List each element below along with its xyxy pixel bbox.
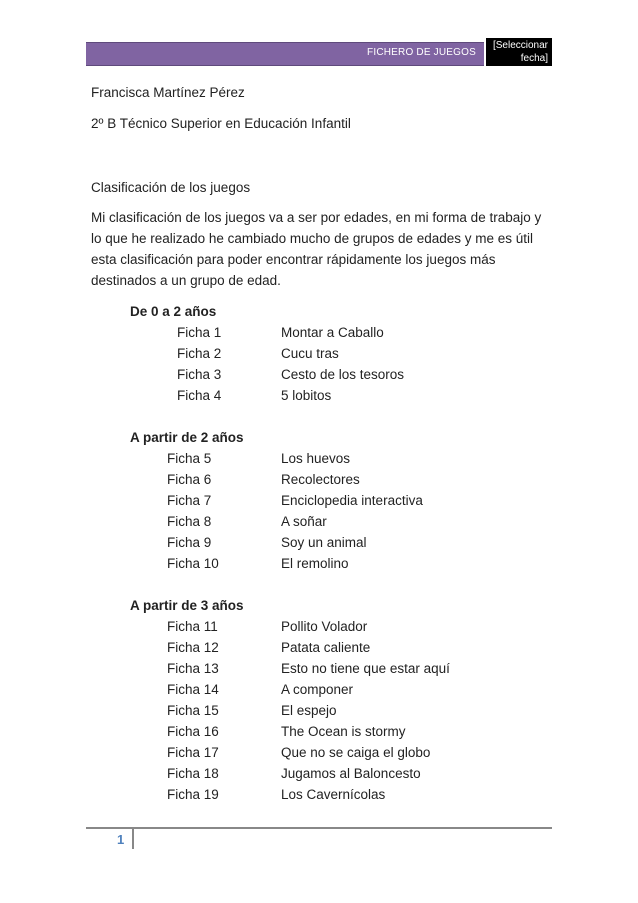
group-title: A partir de 2 años — [130, 430, 244, 445]
game-name: Recolectores — [281, 472, 360, 487]
game-code: Ficha 16 — [167, 724, 219, 739]
game-name: El remolino — [281, 556, 349, 571]
game-name: 5 lobitos — [281, 388, 332, 403]
header-title: FICHERO DE JUEGOS — [367, 47, 476, 58]
game-code: Ficha 18 — [167, 766, 219, 781]
game-code: Ficha 17 — [167, 745, 219, 760]
game-code: Ficha 5 — [167, 451, 212, 466]
game-name: El espejo — [281, 703, 337, 718]
paragraph-line: lo que he realizado he cambiado mucho de grupos de edades y me es útil — [91, 231, 534, 246]
game-code: Ficha 6 — [167, 472, 212, 487]
paragraph-line: destinados a un grupo de edad. — [91, 273, 281, 288]
game-name: Esto no tiene que estar aquí — [281, 661, 450, 676]
game-name: Patata caliente — [281, 640, 371, 655]
game-name: A componer — [281, 682, 354, 697]
game-name: Montar a Caballo — [281, 325, 384, 340]
footer-rule — [86, 827, 552, 829]
header-band — [86, 42, 484, 66]
game-code: Ficha 1 — [177, 325, 222, 340]
game-name: Los Cavernícolas — [281, 787, 386, 802]
paragraph-line: esta clasificación para poder encontrar rápidamente los juegos más — [91, 252, 496, 267]
game-name: Que no se caiga el globo — [281, 745, 431, 760]
game-code: Ficha 19 — [167, 787, 219, 802]
paragraph-line: Mi clasificación de los juegos va a ser por edades, en mi forma de trabajo y — [91, 210, 542, 225]
group-title: A partir de 3 años — [130, 598, 244, 613]
game-code: Ficha 12 — [167, 640, 219, 655]
game-name: Pollito Volador — [281, 619, 368, 634]
intro-paragraph — [91, 207, 561, 291]
date-placeholder[interactable] — [486, 38, 552, 66]
game-name: Jugamos al Baloncesto — [281, 766, 421, 781]
game-name: Enciclopedia interactiva — [281, 493, 423, 508]
game-name: Cesto de los tesoros — [281, 367, 405, 382]
game-code: Ficha 3 — [177, 367, 222, 382]
game-code: Ficha 4 — [177, 388, 222, 403]
course-name: 2º B Técnico Superior en Educación Infantil — [91, 116, 351, 131]
game-code: Ficha 9 — [167, 535, 212, 550]
game-code: Ficha 13 — [167, 661, 219, 676]
game-name: The Ocean is stormy — [281, 724, 406, 739]
game-code: Ficha 2 — [177, 346, 222, 361]
date-placeholder-line2: fecha] — [520, 53, 548, 64]
page-number: 1 — [117, 832, 125, 847]
game-code: Ficha 11 — [167, 619, 218, 634]
group-title: De 0 a 2 años — [130, 304, 217, 319]
author-name: Francisca Martínez Pérez — [91, 85, 245, 100]
date-placeholder-line1: [Seleccionar — [492, 40, 548, 51]
game-code: Ficha 7 — [167, 493, 212, 508]
game-code: Ficha 15 — [167, 703, 219, 718]
game-name: A soñar — [281, 514, 327, 529]
footer-divider — [132, 827, 134, 849]
game-code: Ficha 14 — [167, 682, 219, 697]
game-name: Soy un animal — [281, 535, 367, 550]
section-title: Clasificación de los juegos — [91, 180, 251, 195]
game-code: Ficha 10 — [167, 556, 219, 571]
game-name: Los huevos — [281, 451, 351, 466]
game-code: Ficha 8 — [167, 514, 212, 529]
game-name: Cucu tras — [281, 346, 339, 361]
